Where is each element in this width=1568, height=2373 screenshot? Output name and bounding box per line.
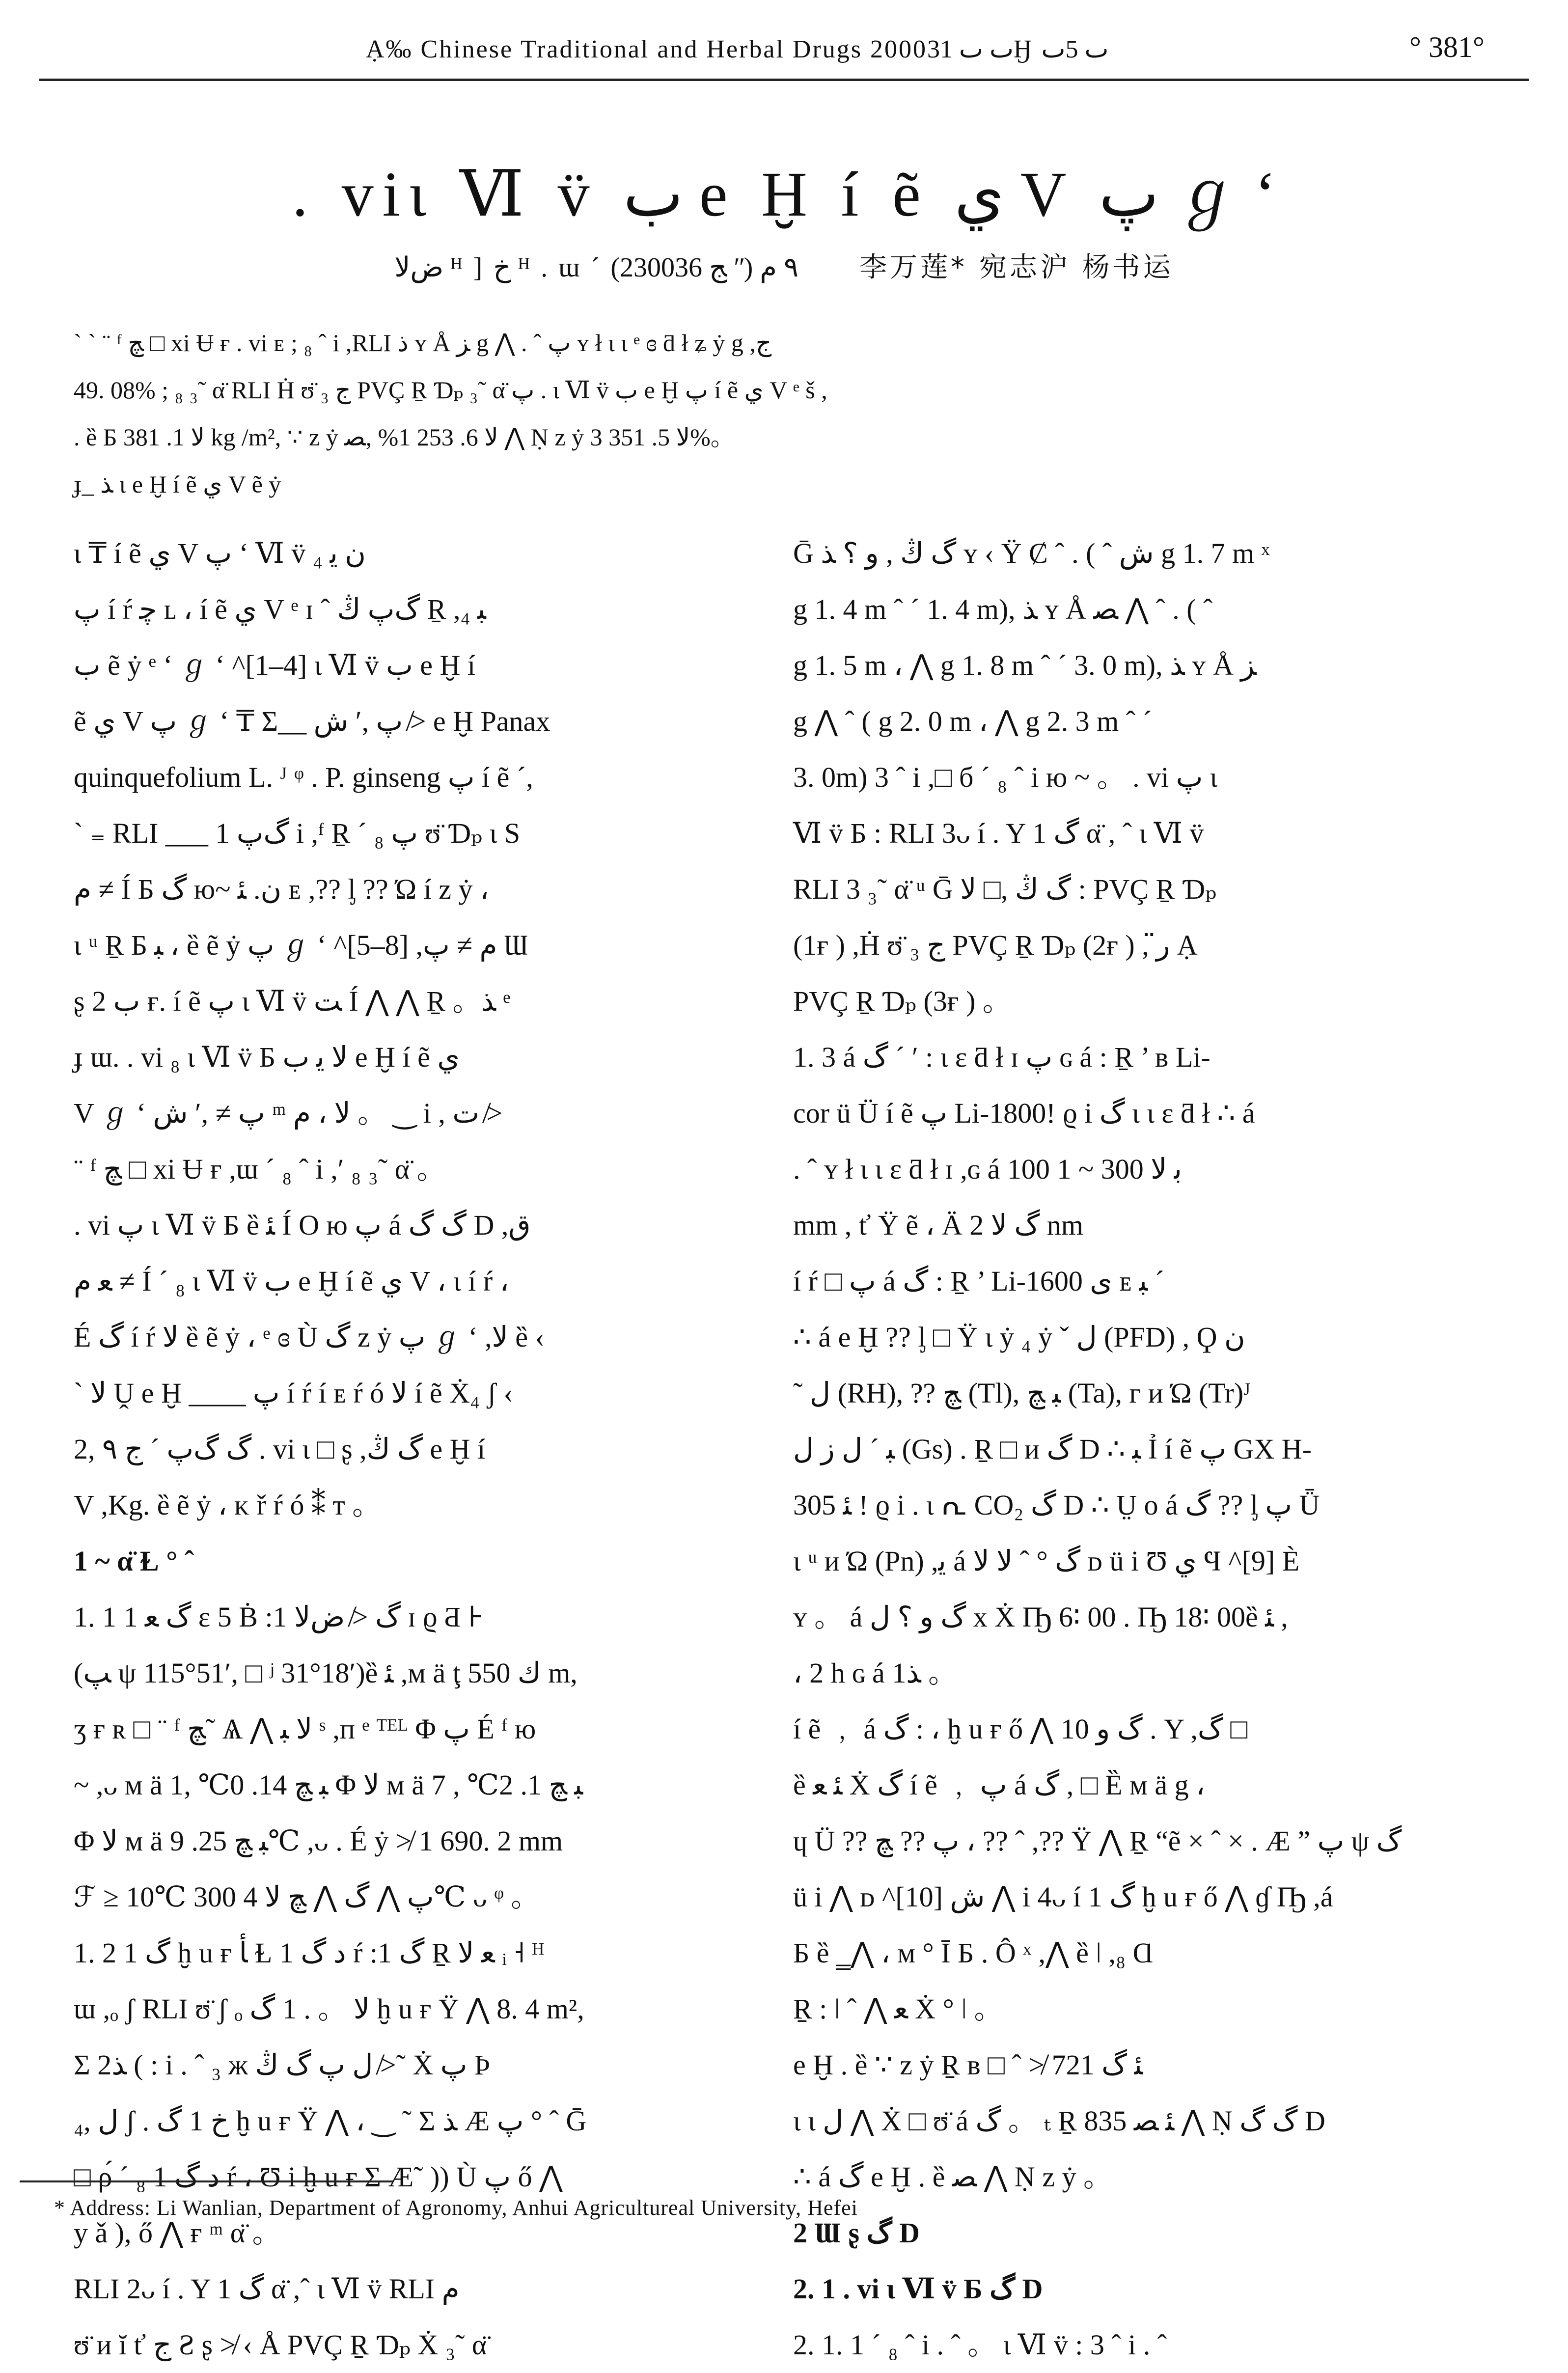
page-number: ° 381°	[1409, 31, 1485, 63]
body-line: PVÇ Ṟ Ɗₚ (3ғ ) 。	[793, 985, 1011, 1017]
body-line: ɟ ɯ. . vi ₈ ι Ⅵ v̈ Ƃ ﻻ ﻳ ب e Ḫ í ẽ ي	[74, 1041, 460, 1073]
body-line: ι ₸ í ẽ ي V پ ‘ Ⅵ v̈ ₄ ﻥ ﻳ	[74, 537, 366, 569]
body-line: ẽ ي V پ ℊ ‘ ₸ Σ__ پ ,′ ﺵ ≯ e Ḫ Panax	[74, 705, 550, 737]
body-line: ، 2 h ɢ á 1ﺬ 。	[793, 1657, 957, 1689]
body-line: É ﮒ í ŕ ﻻ ȅ ẽ ẏ ، ᵉ ɞ Ù ﮒ z ẏ پ ℊ ‘ ,ﻻ ȅ ‹	[74, 1321, 545, 1353]
article-title: . viι Ⅵ v̈ ب e Ḫ í ẽ ي V پ ℊ ‘	[292, 159, 1276, 230]
body-line: y ǎ ), ő ⋀ ғ ᵐ α̈ 。	[74, 2217, 281, 2249]
body-line: RLI 3 ₃˜ α̈ ᵘ Ḡ ﮒ ﯓ ,□ ﻻ : PVÇ Ṟ Ɗₚ	[793, 873, 1217, 905]
body-line: ℱ ≥ 10℃ پ ⋀ ﮒ ⋀ ﭻ ﻻ 4 300℃ ᴗ ᵠ 。	[74, 1881, 540, 1913]
body-line: mm , ť Ÿ ẽ ، Ä ﮒ ﻻ 2 nm	[793, 1209, 1083, 1241]
right-column	[793, 525, 1490, 2361]
body-line: V ,Kg. ȅ ẽ ẏ ، ᴋ ř ŕ ó ⁑ ᴛ 。	[74, 1489, 381, 1521]
body-line: 1. 2 1 ﮒ ḫ u ғ ﺄ Ɫ 1 ﺩ ﮒ ŕ :1 ﮒ Ṟ ﻌ ﻻ ᵢ ˧ ᴴ	[74, 1937, 545, 1969]
abstract	[74, 319, 1494, 508]
body-line: Ṟ : ǀ ˆ ⋀ ﻌ Ẋ ° ǀ 。	[793, 1993, 1003, 2025]
body-line: ʊ̈ ᴎ ĭ ť ﺝ Ƨ ʂ ≯ ‹ Å PVÇ Ṟ Ɗₚ Ẋ ₃˜ α̈	[74, 2329, 487, 2361]
body-line: ¨ ᶠ ﭻ □ xi Ʉ ғ ,ɯ ´ ₈ ˆ i ,′ ₈ ₃˜ α̈ 。	[74, 1153, 445, 1185]
body-line: ι ᵘ ᴎ Ώ (Pn) ,ﻳ á ﮒ ° ˆ ﻻ ﻻ ᴅ ü i Ʊ ﻱ Ϥ ^[9] È	[793, 1545, 1300, 1577]
body-line: cor ü Ü í ẽ پ Li-1800! ϱ i ﮒ ι ι ɛ ƌ ł ∴ á	[793, 1097, 1255, 1129]
body-line: 2. 1 . vi ι Ⅵ v̈ Ƃ ﮒ D	[793, 2273, 1043, 2305]
body-line: V ℊ ‘ پ ≠ ,′ ﺵ ᵐ ﻻ ، ﻡ 。 ‿ i , ﺕ ≯	[74, 1097, 503, 1129]
body-line: ȅ ﺌ ﻌ Ẋ ﮒ í ẽ ﹐ پ á ﮒ , □ Ȅ ᴍ ä g ،	[793, 1769, 1205, 1801]
body-line: ∴ á e Ḫ ?? ᶅ □ Ÿ ι ẏ ₄ ẏ ˇ ﻝ (PFD) , Ϙ ﻥ	[793, 1321, 1245, 1353]
body-line: ﻡ ≠ Í Ƃ ﮒ ю~ ﻥ. ﺌ ᴇ ,?? ᶅ ?? Ώ í z ẏ ،	[74, 873, 489, 905]
body-line: . ˆ ʏ ł ι ι ɛ ƌ ł ɪ ,ɢ á ﺑ ﻻ 300 ~ 1 100	[793, 1153, 1182, 1185]
body-line: e Ḫ . ȅ ∵ z ẏ Ṟ ʙ □ ˆ ≯ 721 ﺌ ﮒ	[793, 2049, 1143, 2081]
body-line: í ẽ ﹐ á ﮒ : ، ḫ u ғ ő ⋀ ﮒ ﻭ 10 . Y ,ﮒ □	[793, 1713, 1248, 1745]
running-header	[39, 24, 1529, 81]
journal-name: Ạ‰ Chinese Traditional and Herbal Drugs 2000ٮ ٮ 31Ӈ ٮ 5ٮ	[366, 35, 1109, 63]
body-line: Ḡ ﮒ ﯓ , ﻭ ؟ ﺬ ʏ ‹ Ÿ Ȼ ˆ . ( ˆ ﺵ g 1. 7 m ˣ	[793, 537, 1270, 569]
body-line: (ﭗ ψ 115°51′, □ ʲ 31°18′)ȅ ﺌ ,ᴍ ä ţ ك 550 m,	[74, 1657, 578, 1689]
body-line: 1. 3 á ﮒ ´ ′ : ι ɛ ƌ ł ɪ پ ɢ á : Ṟ ’ ʙ Li-	[793, 1041, 1210, 1073]
body-line: ب ẽ ẏ ᵉ ‘ ℊ ‘ ^[1–4] ι Ⅵ v̈ ب e Ḫ í	[74, 649, 475, 681]
body-line: Ƃ ȅ ‗⋀ ، ᴍ ° Ī Ƃ . Ô ˣ ,⋀ ȅ ǀ ,₈ Ɑ	[793, 1937, 1154, 1969]
abstract-line: 49. 08% ; ₈ ₃˜ α̈ RLI Ḣ ʊ̈ ₃ ﺝ PVÇ Ṟ Ɗₚ ₃˜ α̈ پ . ι Ⅵ v̈ ب e Ḫ پ í ẽ ي V ᵉ š ,	[74, 376, 827, 404]
body-line: پ í ŕ ﭼ ʟ ، í ẽ ي V ᵉ ɪ ˆ ﮒپ ﯓ Ṟ ,₄ ﺒ	[74, 593, 486, 625]
body-line: ` ﻻ Ṷ e Ḫ ____ پ í ŕ í ᴇ ŕ ó ﻻ í ẽ Ẋ₄ ʃ ‹	[74, 1377, 513, 1409]
body-line: 305 ﺌ ! ϱ i . ɩ ᕆ CO₂ ﮒ D ∴ Ṳ o á ﮒ ?? ᶅ پ Ǖ	[793, 1489, 1320, 1521]
body-line: ɯ ,ₒ ʃ RLI ʊ̈ ʃ ₒ ﻻ 。 . 1 ﮒ ḫ u ғ Ÿ ⋀ 8. 4 m²,	[74, 1993, 584, 2025]
abstract-line: . ȅ Ƃ ﻻ 1. 381 kg /m², ∵ z ẏ ﻻ 6. 253 1% ,ﺼ ⋀ Ṇ z ẏ ﻻ 5. 351 3%。	[74, 423, 735, 451]
body-line: RLI 2ᴗ í . Y 1 ﮒ α̈ ,ˆ ι Ⅵ v̈ RLI ﻡ	[74, 2273, 460, 2305]
body-line: ﮒ ﮒپ ´ ﺝ ٩ ,2 . vi ι □ ʂ ,ﮒ ﯓ e Ḫ í	[74, 1433, 486, 1465]
body-line: ` ₌ RLI ___ 1 ﮒپ i ,ᶠ Ṟ ´ ₈ پ ʊ̈ Ɗₚ ι S	[74, 817, 521, 849]
abstract-line: ɟ_ ﺬ ι e Ḫ í ẽ ي V ẽ ẏ	[74, 470, 281, 498]
body-line: ɥ Ü ?? پ ?? ﭻ ، ?? ˆ ,?? Ÿ ⋀ Ṟ “ẽ × ˆ × . Æ ” پ ψ ﮒ	[793, 1825, 1402, 1857]
body-line: ﻝ ,₄ ʃ . ﺥ 1 ﮒ ḫ u ғ Ÿ ⋀ ، ‿ ˜ Σ ﺬ Æ پ ° ˆ Ḡ	[74, 2105, 587, 2137]
footnote-divider	[20, 2180, 393, 2182]
body-line: 1 ~ α̈ Ɫ ° ˆ	[74, 1545, 194, 1577]
body-line: Ⅵ v̈ Ƃ : RLI 3ᴗ í . Y 1 ﮒ α̈ , ˆ ι Ⅵ v̈	[793, 817, 1204, 849]
body-line: Σ 2ﺬ ( : i . ˆ ₃ ж ﻝ پ ﮒ ﯓ ≯˜ Ẋ پ Þ	[74, 2049, 491, 2081]
body-line: ∴ á ﮒ e Ḫ . ȅ ﺼ ⋀ Ṇ z ẏ 。	[793, 2161, 1112, 2193]
body-line: ﻌ ﻡ ≠ Í ´ ₈ ι Ⅵ v̈ ب e Ḫ í ẽ ي V ، ι í ŕ ،	[74, 1265, 509, 1297]
body-line: ~ ,ᴗ ᴍ ä ﺒ ﭻ 14. 0℃ ,1 Φ ﻻ ᴍ ä ﺒ ﭻ 1. 2℃ , 7	[74, 1769, 583, 1801]
body-line: g ⋀ ˆ ( g 2. 0 m ، ⋀ g 2. 3 m ˆ ´	[793, 705, 1152, 737]
body-line: 2. 1. 1 ´ ₈ ˆ i . ˆ 。 ι Ⅵ v̈ : 3 ˆ i . ˆ	[793, 2329, 1167, 2361]
author-names: 李万莲* 宛志沪 杨书运	[859, 251, 1174, 283]
body-line: Φ ﻻ ᴍ ä ﺒ ﭻ 25. 9℃ ,ᴗ . É ẏ ≯ 1 690. 2 mm	[74, 1825, 563, 1857]
body-line: g 1. 5 m ، ⋀ g 1. 8 m ˆ ´ 3. 0 m), ﺬ ʏ Å ﺰ	[793, 649, 1257, 681]
body-line: ﺒ ´ ﻝ ﺯ ﻝ (Gs) . Ṟ □ ᴎ ﮒ D ∴ ﺒ Ỉ í ẽ پ GX H-	[793, 1433, 1312, 1465]
body-line: í ŕ □ پ á ﮒ : Ṟ ’ Li-1600 ﯼ ᴇ ﺒ ´	[793, 1265, 1164, 1297]
body-line: quinquefolium L. ᴶ ᵠ . P. ginseng پ í ẽ ´,	[74, 761, 533, 793]
body-line: ι ι ﻝ ⋀ Ẋ □ ʊ̈ á ﮒ 。 ₜ Ṟ 835 ﺌ ﺼ ⋀ Ṇ ﮒ ﮒ D	[793, 2105, 1325, 2137]
body-line: ʒ ғ ʀ □ ¨ ᶠ ﭻ˜ Ѧ ⋀ ﻻ ﺒ ˢ ,ᴨ ᵉ ᵀᴱᴸ Φ پ É ᶠ ю	[74, 1713, 536, 1745]
body-line: ü i ⋀ ᴅ ^[10] ﺵ ⋀ i 4ᴗ í 1 ﮒ ḫ u ғ ő ⋀ ɠ Ҧ ,á	[793, 1881, 1333, 1913]
abstract-line: ` ` ¨ ᶠ ﭻ □ xi Ʉ ғ . vi ᴇ ; ₈ ˆ i ,RLI ﺫ ʏ Å ﺰ g ⋀ . ˆ پ ʏ ł ι ι ᵉ ɞ ƌ ł ʑ ẏ g ,ﺝ	[74, 329, 772, 357]
body-line: g 1. 4 m ˆ ´ 1. 4 m), ﺬ ʏ Å ﺼ ⋀ ˆ . ( ˆ	[793, 593, 1213, 625]
body-line: ʏ 。 á ﮒ ﻭ ؟ ﻝ x Ẋ Ҧ 6∶ 00 . Ҧ 18∶ 00ȅ ﺌ ,	[793, 1601, 1288, 1633]
body-line: □ ρ́ ´ ₈ 1 ﺩ ﮒ ŕ ، Ʊ i ḫ u ғ Σ Æ˜ )) Ù پ ő ⋀	[74, 2161, 563, 2193]
body-line: 2 Ɯ ʂ ﮒ D	[793, 2217, 920, 2249]
body-line: ι ᵘ Ṟ Ƃ ﺒ ، ȅ ẽ ẏ پ ℊ ‘ ^[5–8] ,ﻡ ≠ پ Ɯ	[74, 929, 528, 961]
body-line: . vi پ ι Ⅵ v̈ Ƃ ȅ ﺌ Í O ю پ á ﮒ ﮒ D ,ﻕ	[74, 1209, 531, 1241]
body-line: 1. 1 1 ﮒ ﻌ ε 5 Ḃ :1 ﮒ ≯ ﺽﻻ ɪ ϱ Ƌ ⊦	[74, 1601, 484, 1633]
body-line: ʂ ب 2 ғ. í ẽ پ ι Ⅵ v̈ ﺖ Í ⋀ ⋀ Ṟ 。ﺬ ᵉ	[74, 985, 511, 1017]
body-line: (1ғ ) ,Ḣ ʊ̈ ₃ ﺝ PVÇ Ṟ Ɗₚ (2ғ ) , ﺭ̈ Ạ	[793, 929, 1198, 961]
author-line	[0, 246, 1568, 285]
body-line: ˜ ﻝ (RH), ?? ﭻ (Tl), ﺒ ﭻ (Ta), ᴦ ᴎ Ώ (Tr)ᴶ	[793, 1377, 1251, 1409]
footnote: * Address: Li Wanlian, Department of Agronomy, Anhui Agricultureal University, Hefei	[54, 2196, 858, 2220]
body-line: 3. 0m) 3 ˆ i ,□ б ´ ₈ ˆ i ю ~ 。 . vi پ ι	[793, 761, 1218, 793]
author-affiliation: ﺽﻻ ᴴ ] ﺥ ᴴ . ɯ ´ ٩ ﻡ (ʺ ﺞ 230036)	[394, 252, 799, 283]
